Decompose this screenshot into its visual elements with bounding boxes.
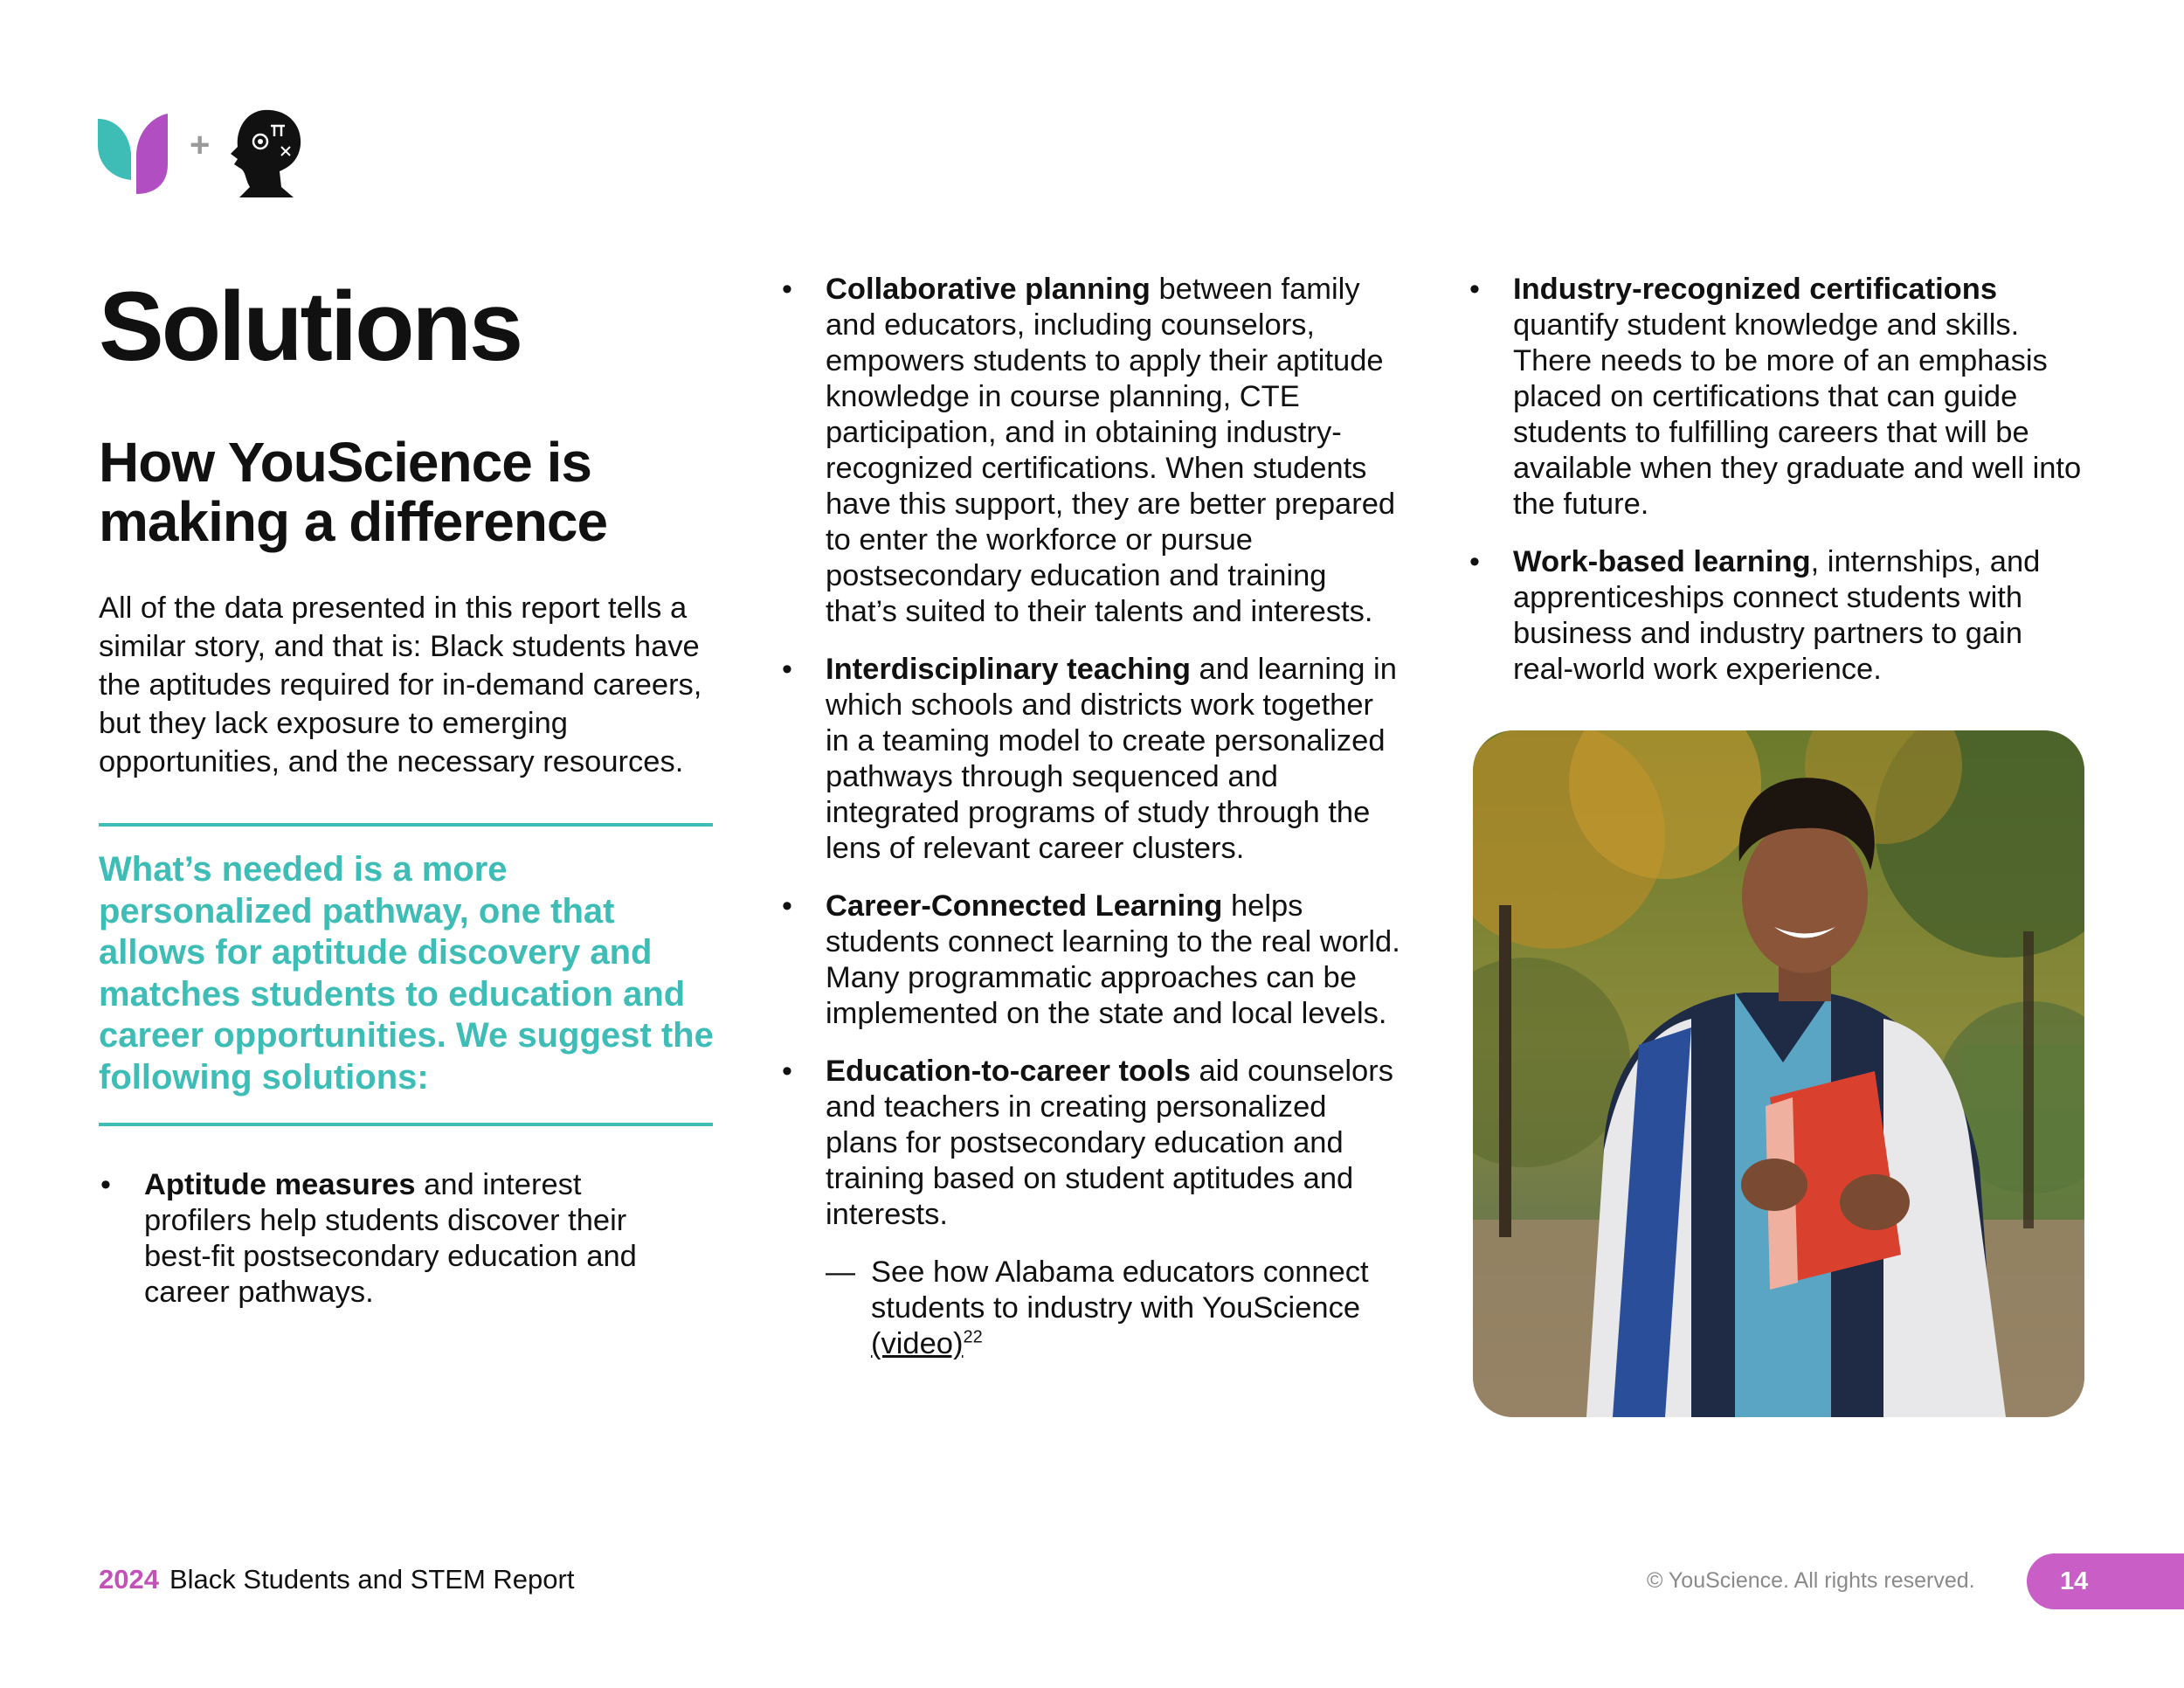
- footer-report-title: [99, 1564, 574, 1595]
- bullet-icon: •: [782, 273, 792, 306]
- bullet-icon: •: [1469, 545, 1480, 578]
- bullet-text: , internships, and apprenticeships connect students with business and industry partners to gain real-world work experience.: [1513, 545, 2041, 686]
- bullet-icon: •: [782, 1055, 792, 1088]
- callout-text: What’s needed is a more personalized pathway, one that allows for aptitude discovery and matches students to education and career opportunities. We suggest the following solutions:: [99, 850, 714, 1097]
- right-bullet-list: [1468, 272, 2088, 709]
- logo-area: [98, 107, 308, 203]
- copyright-text: © YouScience. All rights reserved.: [1647, 1568, 1975, 1593]
- bullet-text: and interest profilers help students discover their best-fit postsecondary education and career pathways.: [144, 1168, 637, 1309]
- intro-paragraph: All of the data presented in this report tells a similar story, and that is: Black students have the aptitudes required for in-demand careers, but they lack exposure to emerging opportunities, and the necessary resources.: [99, 591, 702, 778]
- bullet-text: helps students connect learning to the real world. Many programmatic approaches can be implemented on the state and local levels.: [826, 889, 1400, 1030]
- bullet-text: and learning in which schools and districts work together in a teaming model to create personalized pathways through sequenced and integrated programs of study through the lens of relevant career clusters.: [826, 653, 1397, 865]
- plus-sign: +: [190, 126, 211, 164]
- page-title: Solutions: [99, 272, 522, 381]
- page-number: 14: [2060, 1567, 2089, 1595]
- bullet-icon: •: [782, 889, 792, 923]
- sub-item-text: See how Alabama educators connect students to industry with YouScience: [871, 1256, 1369, 1325]
- bullet-bold: Work-based learning: [1513, 545, 1811, 578]
- list-item: [780, 1054, 1405, 1233]
- bullet-bold: Career-Connected Learning: [826, 889, 1223, 923]
- callout-bottom-rule: [99, 1123, 713, 1126]
- bullet-icon: •: [100, 1168, 111, 1201]
- video-link[interactable]: (video): [871, 1327, 964, 1360]
- list-item: [780, 272, 1405, 630]
- list-item: [1468, 544, 2088, 688]
- bullet-icon: •: [1469, 273, 1480, 306]
- silhouette-stem-logo-icon: [229, 107, 304, 199]
- left-bullet-list: [99, 1167, 675, 1332]
- bullet-bold: Aptitude measures: [144, 1168, 416, 1201]
- footer-year: 2024: [99, 1564, 159, 1595]
- bullet-icon: •: [782, 653, 792, 686]
- section-subtitle: How YouScience is making a difference: [99, 431, 608, 553]
- list-item: [99, 1167, 675, 1311]
- sub-list-item: [826, 1255, 1405, 1362]
- list-item: [780, 652, 1405, 867]
- bullet-bold: Collaborative planning: [826, 273, 1151, 306]
- youscience-leaf-logo-icon: [98, 114, 169, 194]
- student-photo-illustration: [1473, 730, 2084, 1417]
- bullet-text: aid counselors and teachers in creating personalized plans for postsecondary education and training based on student aptitudes and interests.: [826, 1055, 1393, 1231]
- list-item: [1468, 272, 2088, 522]
- page-number-tab: [2027, 1553, 2184, 1609]
- student-photo: [1473, 730, 2084, 1417]
- bullet-bold: Education-to-career tools: [826, 1055, 1191, 1088]
- bullet-text: quantify student knowledge and skills. There needs to be more of an emphasis placed on certifications that can guide students to fulfilling careers that will be available when they graduate and well into the future.: [1513, 308, 2082, 521]
- bullet-text: between family and educators, including counselors, empowers students to apply their aptitude knowledge in course planning, CTE participation, and in obtaining industry-recognized certifications. When students have this support, they are better prepared to enter the workforce or pursue postsecondary education and training that’s suited to their talents and interests.: [826, 273, 1396, 628]
- dash-icon: —: [826, 1256, 855, 1289]
- footnote-ref: 22: [963, 1327, 983, 1347]
- list-item: [780, 889, 1405, 1032]
- footer-report-name: Black Students and STEM Report: [169, 1564, 575, 1595]
- bullet-bold: Industry-recognized certifications: [1513, 273, 1998, 306]
- middle-bullet-list: [780, 272, 1405, 1362]
- callout-top-rule: [99, 823, 713, 827]
- bullet-bold: Interdisciplinary teaching: [826, 653, 1191, 686]
